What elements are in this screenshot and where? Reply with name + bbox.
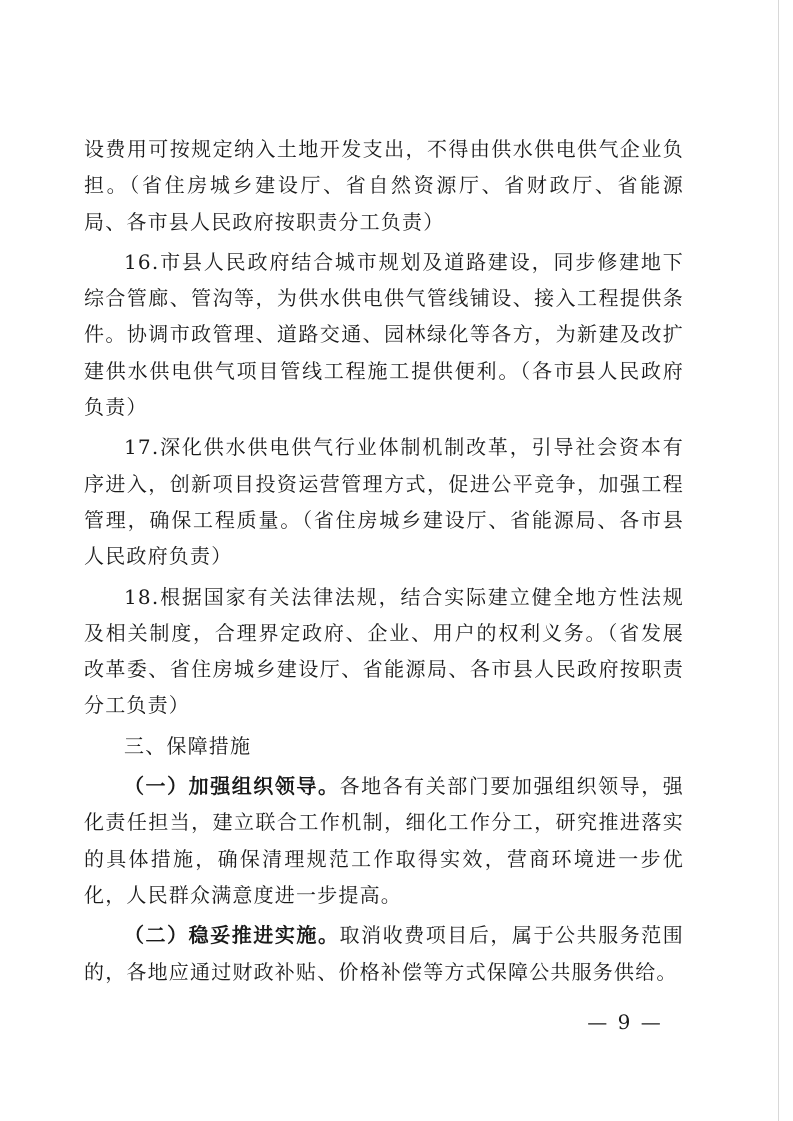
paragraph-continuation: 设费用可按规定纳入土地开发支出，不得由供水供电供气企业负担。（省住房城乡建设厅、省自然资源厅、省财政厅、省能源局、各市县人民政府按职责分工负责） xyxy=(84,137,684,234)
measure-organization-leadership xyxy=(84,768,684,913)
measure-text: 各地各有关部门要加强组织领导，强化责任担当，建立联合工作机制，细化工作分工，研究推进落实的具体措施，确保清理规范工作取得实效，营商环境进一步优化，人民群众满意度进一步提高。 xyxy=(84,774,685,907)
measure-lead: （二）稳妥推进实施。 xyxy=(124,923,340,948)
section-heading: 三、保障措施 xyxy=(124,733,252,758)
paragraph-item-17: 17.深化供水供电供气行业体制机制改革，引导社会资本有序进入，创新项目投资运营管理方式，促进公平竞争，加强工程管理，确保工程质量。（省住房城乡建设厅、省能源局、各市县人民政府负责） xyxy=(84,435,684,569)
document-body xyxy=(84,131,684,990)
measure-text: 取消收费项目后，属于公共服务范围的，各地应通过财政补贴、价格补偿等方式保障公共服务供给。 xyxy=(84,923,685,984)
scan-edge-line xyxy=(778,0,779,1121)
measure-lead: （一）加强组织领导。 xyxy=(124,774,340,799)
page-number: — 9 — xyxy=(587,1010,663,1034)
paragraph-item-18: 18.根据国家有关法律法规，结合实际建立健全地方性法规及相关制度，合理界定政府、企业、用户的权利义务。（省发展改革委、省住房城乡建设厅、省能源局、各市县人民政府按职责分工负责） xyxy=(84,584,684,718)
measure-steady-implementation xyxy=(84,917,684,990)
paragraph-item-16: 16.市县人民政府结合城市规划及道路建设，同步修建地下综合管廊、管沟等，为供水供电供气管线铺设、接入工程提供条件。协调市政管理、道路交通、园林绿化等各方，为新建及改扩建供水供电供气项目管线工程施工提供便利。（各市县人民政府负责） xyxy=(84,249,684,420)
